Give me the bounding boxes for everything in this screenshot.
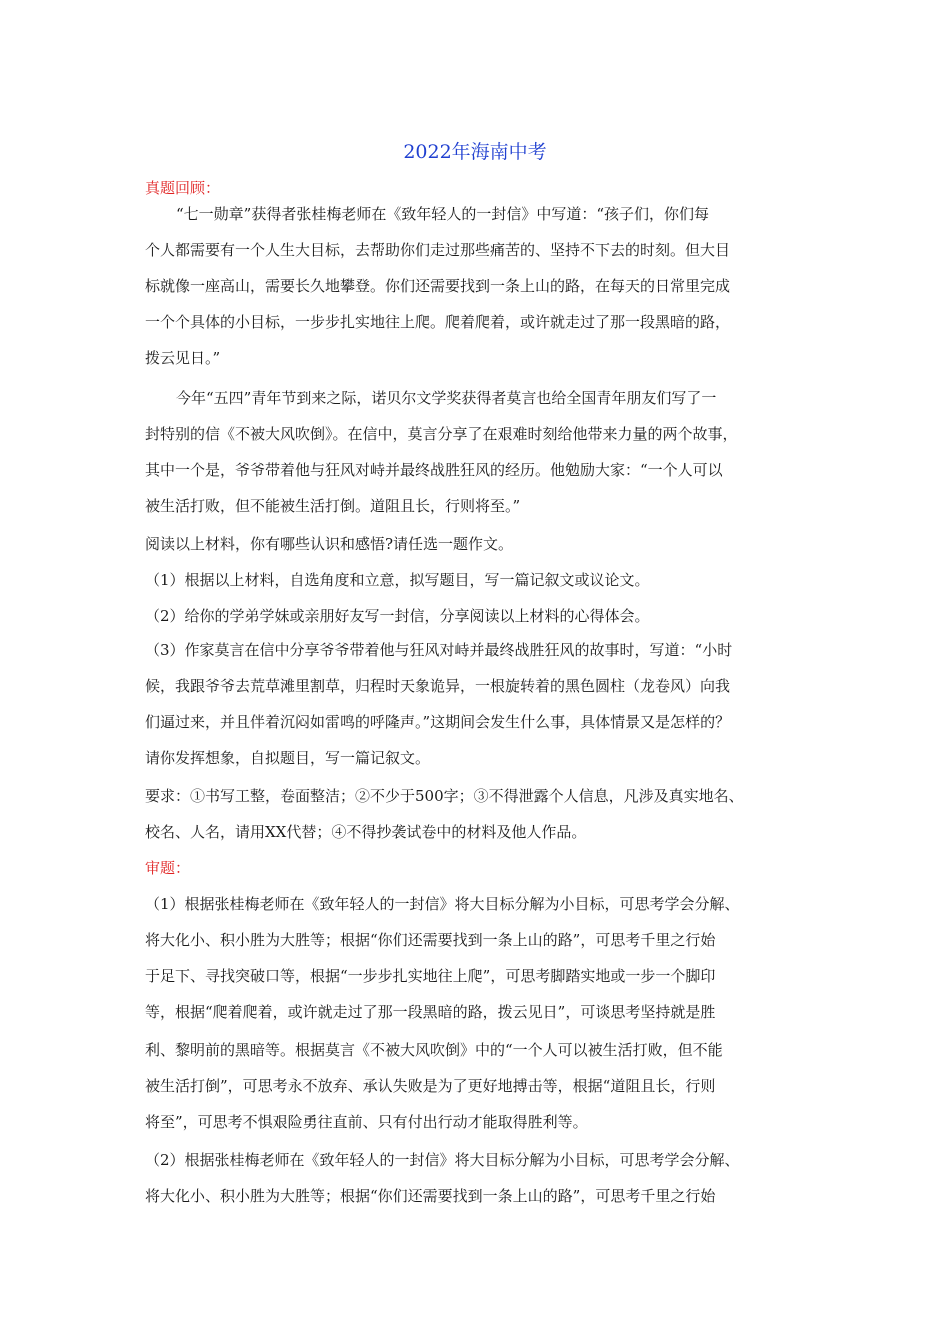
paragraph-line: 今年“五四”青年节到来之际，诺贝尔文学奖获得者莫言也给全国青年朋友们写了一	[176, 389, 717, 407]
analysis-line: 将大化小、积小胜为大胜等；根据“你们还需要找到一条上山的路”，可思考千里之行始	[145, 1187, 716, 1205]
paragraph-line: 拨云见日。”	[145, 349, 221, 367]
option-3-line: 候，我跟爷爷去荒草滩里割草，归程时天象诡异，一根旋转着的黑色圆柱（龙卷风）向我	[145, 677, 731, 695]
requirements-line: 要求：①书写工整，卷面整洁；②不少于500字；③不得泄露个人信息，凡涉及真实地名、	[145, 787, 744, 805]
paragraph-line: 一个个具体的小目标，一步步扎实地往上爬。爬着爬着，或许就走过了那一段黑暗的路，	[145, 313, 731, 331]
analysis-line: 利、黎明前的黑暗等。根据莫言《不被大风吹倒》中的“一个人可以被生活打败，但不能	[145, 1041, 723, 1059]
option-1: （1）根据以上材料，自选角度和立意，拟写题目，写一篇记叙文或议论文。	[145, 571, 650, 589]
analysis-line: 被生活打倒”，可思考永不放弃、承认失败是为了更好地搏击等，根据“道阻且长，行则	[145, 1077, 716, 1095]
paragraph-line: 个人都需要有一个人生大目标，去帮助你们走过那些痛苦的、坚持不下去的时刻。但大目	[145, 241, 731, 259]
document-title: 2022年海南中考	[403, 141, 547, 163]
option-3-line: 请你发挥想象，自拟题目，写一篇记叙文。	[145, 749, 431, 767]
prompt-text: 阅读以上材料，你有哪些认识和感悟?请任选一题作文。	[145, 535, 514, 553]
option-2: （2）给你的学弟学妹或亲朋好友写一封信，分享阅读以上材料的心得体会。	[145, 607, 650, 625]
analysis-line: 将大化小、积小胜为大胜等；根据“你们还需要找到一条上山的路”，可思考千里之行始	[145, 931, 716, 949]
analysis-line: 将至”，可思考不惧艰险勇往直前、只有付出行动才能取得胜利等。	[145, 1113, 588, 1131]
section-heading-analysis: 审题：	[145, 859, 191, 877]
analysis-line: （1）根据张桂梅老师在《致年轻人的一封信》将大目标分解为小目标，可思考学会分解、	[145, 895, 740, 913]
paragraph-line: “七一勋章”获得者张桂梅老师在《致年轻人的一封信》中写道：“孩子们，你们每	[176, 205, 710, 223]
option-3-line: 们逼过来，并且伴着沉闷如雷鸣的呼隆声。”这期间会发生什么事，具体情景又是怎样的？	[145, 713, 731, 731]
section-heading-review: 真题回顾：	[145, 179, 221, 197]
analysis-line: 于足下、寻找突破口等，根据“一步步扎实地往上爬”，可思考脚踏实地或一步一个脚印	[145, 967, 716, 985]
analysis-line: （2）根据张桂梅老师在《致年轻人的一封信》将大目标分解为小目标，可思考学会分解、	[145, 1151, 740, 1169]
paragraph-line: 封特别的信《不被大风吹倒》。在信中，莫言分享了在艰难时刻给他带来力量的两个故事，	[145, 425, 738, 443]
paragraph-line: 被生活打败，但不能被生活打倒。道阻且长，行则将至。”	[145, 497, 521, 515]
paragraph-line: 其中一个是，爷爷带着他与狂风对峙并最终战胜狂风的经历。他勉励大家：“一个人可以	[145, 461, 723, 479]
paragraph-line: 标就像一座高山，需要长久地攀登。你们还需要找到一条上山的路，在每天的日常里完成	[145, 277, 731, 295]
option-3-line: （3）作家莫言在信中分享爷爷带着他与狂风对峙并最终战胜狂风的故事时，写道：“小时	[145, 641, 733, 659]
requirements-line: 校名、人名，请用XX代替；④不得抄袭试卷中的材料及他人作品。	[145, 823, 587, 841]
analysis-line: 等，根据“爬着爬着，或许就走过了那一段黑暗的路，拨云见日”，可谈思考坚持就是胜	[145, 1003, 716, 1021]
